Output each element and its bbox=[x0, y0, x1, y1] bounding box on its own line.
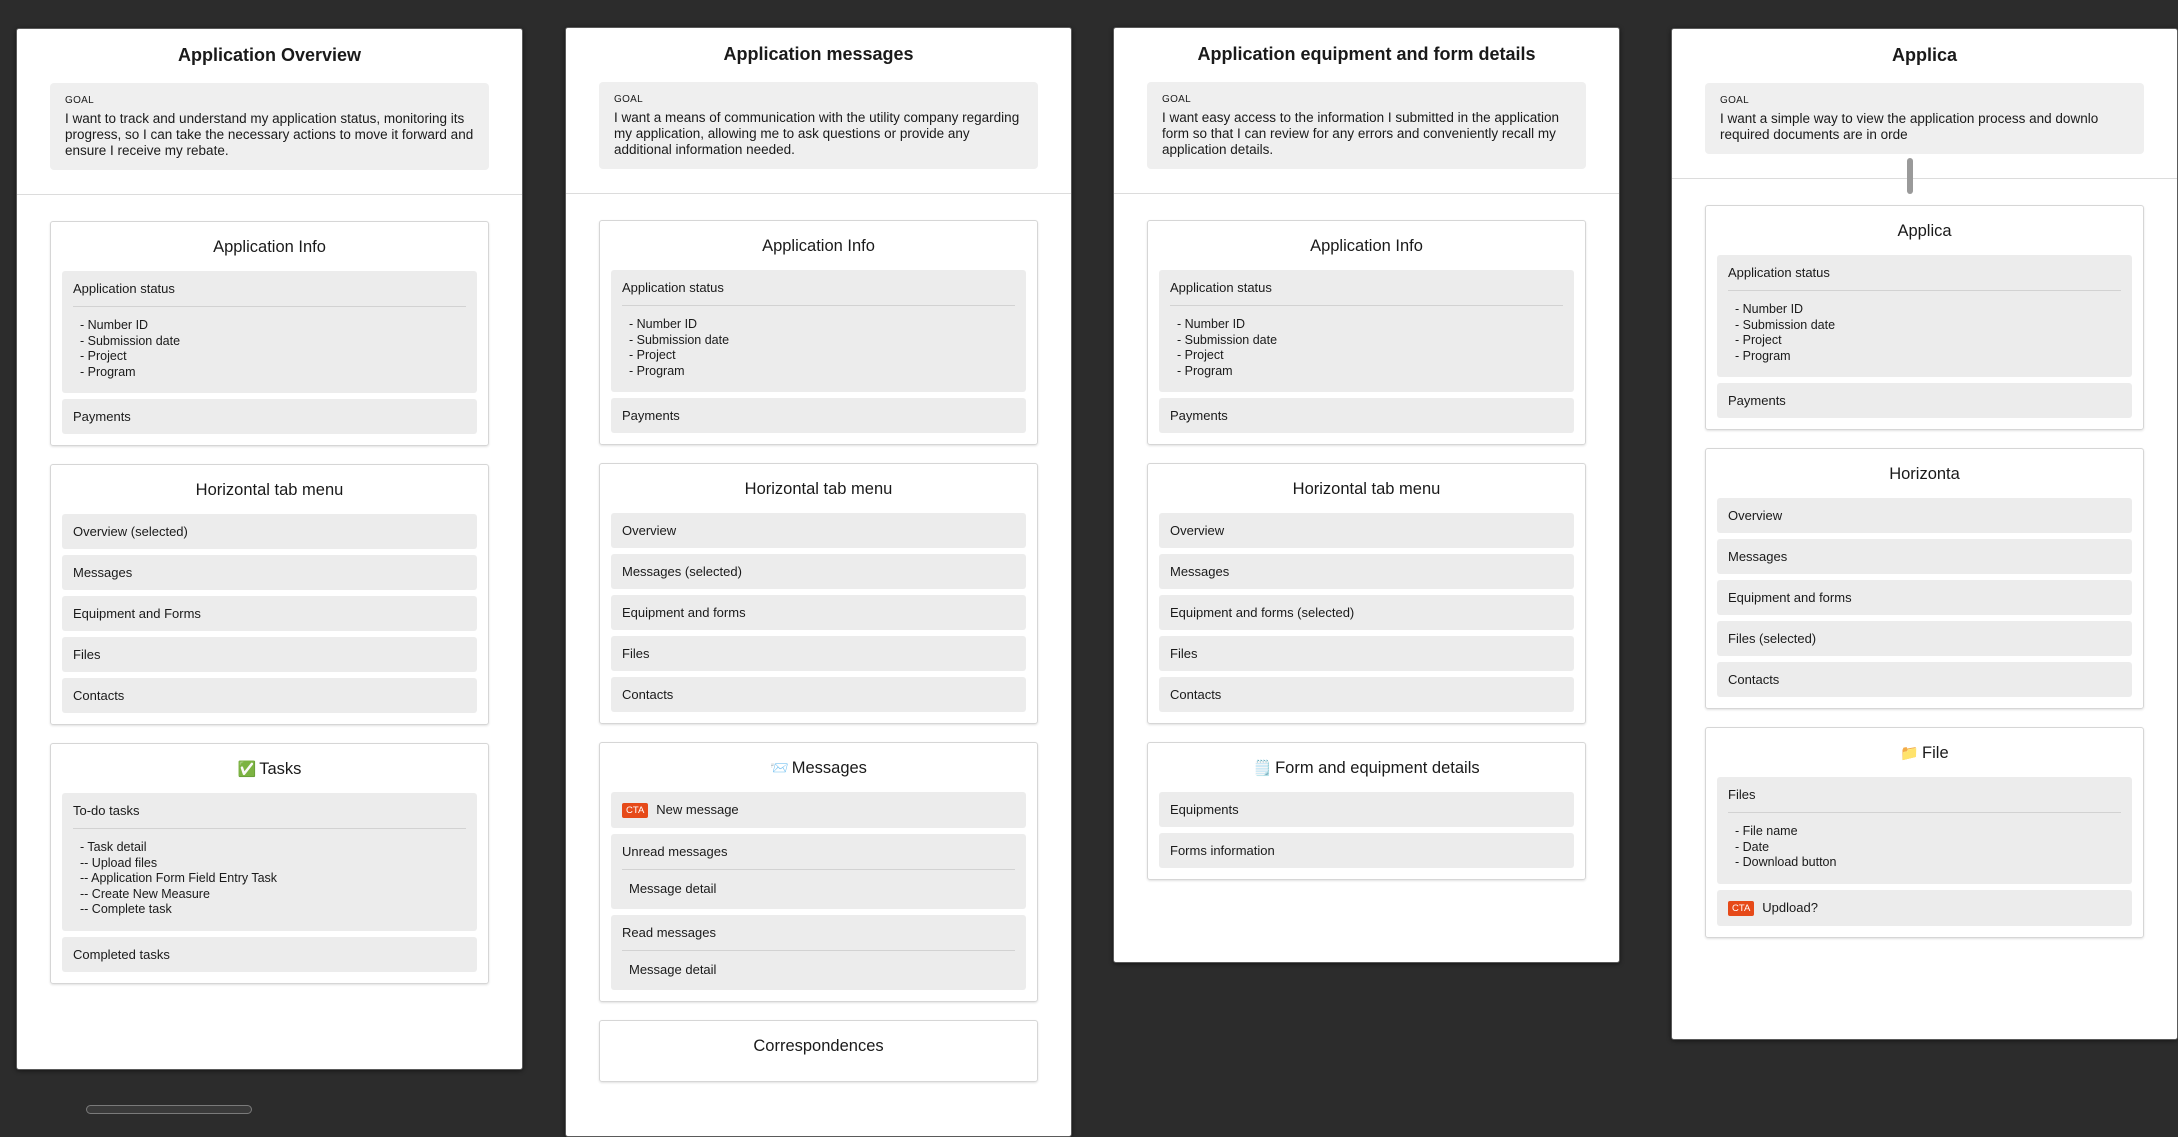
list-item[interactable]: Overview (selected) bbox=[62, 514, 477, 549]
detail-line: - Submission date bbox=[80, 333, 181, 348]
detail-line: - Number ID bbox=[1735, 302, 1804, 316]
card-title-text: Correspondences bbox=[753, 1037, 884, 1055]
frame-header bbox=[17, 29, 522, 195]
list-item[interactable]: Contacts bbox=[1159, 677, 1574, 712]
frame-title: Applica bbox=[1891, 45, 1957, 65]
card-title-text: Horizontal tab menu bbox=[744, 480, 893, 498]
detail-line: - Submission date bbox=[1735, 317, 1836, 332]
goal-text: I want a simple way to view the application process and downlo required documents are in orde bbox=[1720, 111, 2099, 142]
card-title-text: Tasks bbox=[259, 760, 302, 778]
goal-text: I want to track and understand my application status, monitoring its progress, so I can take the necessary actions to move it forward and ensure I receive my rebate. bbox=[65, 111, 474, 158]
list-item[interactable]: Payments bbox=[1159, 398, 1574, 433]
card-title bbox=[611, 759, 1026, 778]
frame-header bbox=[1672, 29, 2177, 179]
group-item-label: Application status bbox=[73, 281, 466, 307]
card-title-text: File bbox=[1922, 744, 1949, 762]
list-item[interactable]: Equipment and forms bbox=[611, 595, 1026, 630]
card-title-text: Form and equipment details bbox=[1275, 759, 1480, 777]
card-title bbox=[62, 760, 477, 779]
group-item-label: Application status bbox=[1728, 265, 2121, 291]
goal-label: GOAL bbox=[614, 94, 643, 105]
list-item[interactable]: Equipment and forms (selected) bbox=[1159, 595, 1574, 630]
group-item-details bbox=[1728, 291, 2121, 367]
section-emoji-icon: 🗒️ bbox=[1253, 760, 1273, 777]
frame-application-overview[interactable] bbox=[16, 28, 523, 1070]
goal-text: I want easy access to the information I submitted in the application form so that I can review for any errors and conveniently recall my application details. bbox=[1162, 110, 1559, 157]
section-card bbox=[1147, 220, 1586, 445]
group-item[interactable] bbox=[611, 834, 1026, 909]
section-card bbox=[1705, 205, 2144, 430]
group-item[interactable] bbox=[1717, 255, 2132, 377]
detail-line: - Date bbox=[1735, 839, 1770, 854]
card-title bbox=[1159, 759, 1574, 778]
detail-line: - File name bbox=[1735, 824, 1798, 838]
detail-line: - Download button bbox=[1735, 855, 1837, 869]
section-emoji-icon: ✅ bbox=[237, 761, 257, 778]
goal-label: GOAL bbox=[65, 95, 94, 106]
list-item[interactable]: Forms information bbox=[1159, 833, 1574, 868]
section-card bbox=[1705, 448, 2144, 709]
card-title-text: Application Info bbox=[762, 237, 875, 255]
list-item[interactable]: Completed tasks bbox=[62, 937, 477, 972]
goal-label: GOAL bbox=[1720, 95, 1749, 106]
section-card bbox=[50, 743, 489, 984]
group-item-details bbox=[1170, 306, 1563, 382]
list-item[interactable]: Messages bbox=[62, 555, 477, 590]
list-item[interactable]: Overview bbox=[1159, 513, 1574, 548]
frame-title: Application messages bbox=[723, 44, 914, 64]
detail-line: - Project bbox=[80, 349, 127, 363]
group-item[interactable] bbox=[62, 793, 477, 931]
detail-line: - Program bbox=[1735, 348, 1791, 363]
list-item[interactable]: Payments bbox=[1717, 383, 2132, 418]
group-item-label: Read messages bbox=[622, 925, 1015, 951]
frame-body bbox=[17, 195, 522, 984]
list-item[interactable]: Contacts bbox=[611, 677, 1026, 712]
frame-body bbox=[566, 194, 1071, 1082]
detail-line: - Submission date bbox=[1177, 332, 1278, 347]
cta-badge: CTA bbox=[1728, 901, 1754, 916]
frame-body bbox=[1672, 179, 2177, 938]
section-card bbox=[599, 463, 1038, 724]
frame-title: Application Overview bbox=[177, 45, 362, 65]
list-item[interactable]: Messages bbox=[1717, 539, 2132, 574]
card-title bbox=[1159, 237, 1574, 256]
detail-line: -- Upload files bbox=[80, 855, 158, 870]
detail-line: - Program bbox=[80, 364, 136, 379]
cta-item[interactable] bbox=[611, 792, 1026, 828]
goal-text: I want a means of communication with the utility company regarding my application, allowing me to ask questions or provide any additional information needed. bbox=[614, 110, 1020, 157]
list-item[interactable]: Messages bbox=[1159, 554, 1574, 589]
group-item-details bbox=[622, 870, 1015, 899]
frame-body bbox=[1114, 194, 1619, 880]
section-emoji-icon: 📁 bbox=[1900, 745, 1920, 762]
goal-box bbox=[50, 83, 489, 170]
card-title bbox=[1717, 465, 2132, 484]
detail-line: - Number ID bbox=[80, 318, 149, 332]
detail-line: - Project bbox=[1177, 348, 1224, 362]
section-emoji-icon: 📨 bbox=[770, 760, 789, 777]
goal-box bbox=[599, 82, 1038, 169]
frame-header bbox=[1114, 28, 1619, 194]
list-item[interactable]: Equipment and Forms bbox=[62, 596, 477, 631]
detail-line: - Submission date bbox=[629, 332, 730, 347]
list-item[interactable]: Payments bbox=[611, 398, 1026, 433]
group-item-label: To-do tasks bbox=[73, 803, 466, 829]
group-item[interactable] bbox=[611, 915, 1026, 990]
list-item[interactable]: Overview bbox=[611, 513, 1026, 548]
group-item[interactable] bbox=[1159, 270, 1574, 392]
vertical-scrollbar-thumb[interactable] bbox=[1907, 158, 1913, 194]
card-title-text: Application Info bbox=[1310, 237, 1423, 255]
section-card bbox=[1147, 463, 1586, 724]
detail-line: - Task detail bbox=[80, 840, 147, 854]
card-title-text: Messages bbox=[791, 759, 867, 777]
group-item-label: Files bbox=[1728, 787, 2121, 813]
cta-label: Updload? bbox=[1762, 899, 1818, 915]
cta-badge: CTA bbox=[622, 803, 648, 818]
list-item[interactable]: Files bbox=[611, 636, 1026, 671]
card-title-text: Horizontal tab menu bbox=[195, 481, 344, 499]
detail-line: - Number ID bbox=[629, 317, 698, 331]
list-item[interactable]: Equipment and forms bbox=[1717, 580, 2132, 615]
frame-title: Application equipment and form details bbox=[1197, 44, 1536, 64]
message-detail: Message detail bbox=[629, 962, 717, 977]
card-title bbox=[1159, 480, 1574, 499]
detail-line: -- Create New Measure bbox=[80, 886, 210, 901]
group-item-details bbox=[622, 951, 1015, 980]
cta-label: New message bbox=[656, 802, 739, 817]
section-card bbox=[50, 464, 489, 725]
card-title-text: Application Info bbox=[213, 238, 326, 256]
card-title-text: Applica bbox=[1897, 222, 1952, 240]
detail-line: -- Complete task bbox=[80, 902, 172, 916]
group-item-details bbox=[73, 829, 466, 921]
list-item[interactable]: Files (selected) bbox=[1717, 621, 2132, 656]
detail-line: - Program bbox=[1177, 363, 1233, 378]
card-title bbox=[1717, 222, 2132, 241]
detail-line: - Project bbox=[629, 348, 676, 362]
section-card bbox=[599, 742, 1038, 1002]
frame-header bbox=[566, 28, 1071, 194]
frame-application-files[interactable] bbox=[1671, 28, 2178, 1040]
list-item[interactable]: Messages (selected) bbox=[611, 554, 1026, 589]
section-card bbox=[1147, 742, 1586, 880]
group-item-label: Application status bbox=[622, 280, 1015, 306]
detail-line: - Program bbox=[629, 363, 685, 378]
card-title-text: Horizontal tab menu bbox=[1292, 480, 1441, 498]
frame-application-messages[interactable] bbox=[565, 27, 1072, 1137]
card-title bbox=[1717, 744, 2132, 763]
group-item-details bbox=[73, 307, 466, 383]
section-card bbox=[1705, 727, 2144, 938]
card-title bbox=[611, 480, 1026, 499]
list-item[interactable]: Files bbox=[1159, 636, 1574, 671]
goal-label: GOAL bbox=[1162, 94, 1191, 105]
card-title bbox=[62, 481, 477, 500]
list-item[interactable]: Equipments bbox=[1159, 792, 1574, 827]
section-card bbox=[599, 220, 1038, 445]
frame-application-equipment-forms[interactable] bbox=[1113, 27, 1620, 963]
group-item-label: Application status bbox=[1170, 280, 1563, 306]
list-item[interactable]: Contacts bbox=[62, 678, 477, 713]
group-item[interactable] bbox=[611, 270, 1026, 392]
detail-line: - Project bbox=[1735, 333, 1782, 347]
card-title bbox=[62, 238, 477, 257]
cta-item[interactable] bbox=[1717, 890, 2132, 926]
card-title bbox=[611, 237, 1026, 256]
goal-box bbox=[1147, 82, 1586, 169]
list-item[interactable]: Payments bbox=[62, 399, 477, 434]
section-card bbox=[599, 1020, 1038, 1082]
list-item[interactable]: Files bbox=[62, 637, 477, 672]
goal-box bbox=[1705, 83, 2144, 154]
horizontal-scrollbar-thumb[interactable] bbox=[86, 1105, 252, 1114]
card-title bbox=[611, 1037, 1026, 1056]
group-item-details bbox=[1728, 813, 2121, 874]
section-card bbox=[50, 221, 489, 446]
group-item-label: Unread messages bbox=[622, 844, 1015, 870]
detail-line: - Number ID bbox=[1177, 317, 1246, 331]
group-item[interactable] bbox=[1717, 777, 2132, 884]
card-title-text: Horizonta bbox=[1889, 465, 1960, 483]
list-item[interactable]: Contacts bbox=[1717, 662, 2132, 697]
detail-line: -- Application Form Field Entry Task bbox=[80, 871, 278, 885]
group-item-details bbox=[622, 306, 1015, 382]
list-item[interactable]: Overview bbox=[1717, 498, 2132, 533]
group-item[interactable] bbox=[62, 271, 477, 393]
message-detail: Message detail bbox=[629, 881, 717, 896]
